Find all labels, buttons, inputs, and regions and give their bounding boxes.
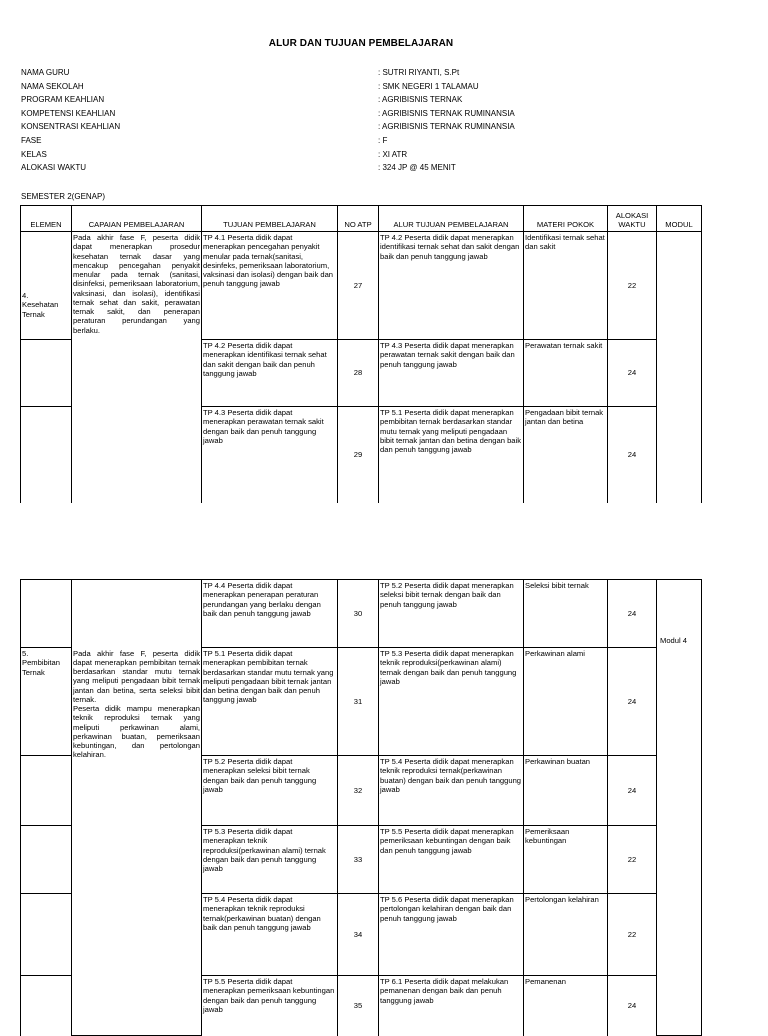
materi-cell: Perkawinan buatan bbox=[524, 756, 608, 826]
info-row-program bbox=[21, 95, 721, 109]
info-label: FASE bbox=[21, 135, 42, 145]
info-value: : AGRIBISNIS TERNAK RUMINANSIA bbox=[378, 108, 515, 118]
materi-cell: Pengadaan bibit ternak jantan dan betina bbox=[524, 407, 608, 503]
info-label: ALOKASI WAKTU bbox=[21, 163, 87, 173]
no-atp-cell: 32 bbox=[338, 756, 379, 826]
elemen-cell bbox=[21, 756, 72, 826]
materi-cell: Pemanenan bbox=[524, 976, 608, 1036]
materi-cell: Perkawinan alami bbox=[524, 648, 608, 756]
modul-cell bbox=[657, 407, 702, 503]
alokasi-cell: 22 bbox=[608, 232, 657, 340]
materi-cell: Perawatan ternak sakit bbox=[524, 340, 608, 407]
info-label: KELAS bbox=[21, 149, 47, 159]
header-alur: ALUR TUJUAN PEMBELAJARAN bbox=[379, 206, 524, 232]
semester-label: SEMESTER 2(GENAP) bbox=[21, 192, 106, 201]
tujuan-cell: TP 5.4 Peserta didik dapat menerapkan teknik reproduksi ternak(perkawinan buatan) dengan baik dan penuh tanggung jawab bbox=[202, 894, 338, 976]
info-row-school bbox=[21, 82, 721, 96]
header-no-atp: NO ATP bbox=[338, 206, 379, 232]
alokasi-cell: 24 bbox=[608, 580, 657, 648]
no-atp-cell: 29 bbox=[338, 407, 379, 503]
header-materi: MATERI POKOK bbox=[524, 206, 608, 232]
info-value: : XI ATR bbox=[378, 149, 408, 159]
alur-cell: TP 5.4 Peserta didik dapat menerapkan teknik reproduksi ternak(perkawinan buatan) dengan baik dan penuh tanggung jawab bbox=[379, 756, 524, 826]
elemen-cell bbox=[21, 976, 72, 1036]
info-value: : SUTRI RIYANTI, S.Pt bbox=[378, 68, 460, 77]
modul-cell bbox=[657, 232, 702, 340]
info-row-class bbox=[21, 150, 721, 164]
materi-cell: Pemeriksaan kebuntingan bbox=[524, 826, 608, 894]
alur-cell: TP 6.1 Peserta didik dapat melakukan pemanenan dengan baik dan penuh tanggung jawab bbox=[379, 976, 524, 1036]
no-atp-cell: 34 bbox=[338, 894, 379, 976]
header-alokasi: ALOKASI WAKTU bbox=[608, 206, 657, 232]
modul-cell: Modul 4 bbox=[657, 580, 702, 1036]
info-label: KONSENTRASI KEAHLIAN bbox=[21, 122, 121, 132]
header-elemen: ELEMEN bbox=[21, 206, 72, 232]
document-title: ALUR DAN TUJUAN PEMBELAJARAN bbox=[268, 38, 454, 49]
header-tujuan: TUJUAN PEMBELAJARAN bbox=[202, 206, 338, 232]
alokasi-cell: 24 bbox=[608, 340, 657, 407]
info-row-phase bbox=[21, 136, 721, 150]
info-label: PROGRAM KEAHLIAN bbox=[21, 95, 105, 105]
info-row-competency bbox=[21, 109, 721, 123]
materi-cell: Identifikasi ternak sehat dan sakit bbox=[524, 232, 608, 340]
elemen-cell bbox=[21, 894, 72, 976]
elemen-cell: 4. Kesehatan Ternak bbox=[21, 232, 72, 340]
alur-cell: TP 4.2 Peserta didik dapat menerapkan identifikasi ternak sehat dan sakit dengan baik dan penuh tanggung jawab bbox=[379, 232, 524, 340]
tujuan-cell: TP 4.1 Peserta didik dapat menerapkan pencegahan penyakit menular pada ternak(sanitasi, desinfeks, pemeriksaan laboratorium, vaksinasi dan isolasi) dengan baik dan penuh tanggung jawab bbox=[202, 232, 338, 340]
materi-cell: Pertolongan kelahiran bbox=[524, 894, 608, 976]
tujuan-cell: TP 4.3 Peserta didik dapat menerapkan perawatan ternak sakit dengan baik dan penuh tanggung jawab bbox=[202, 407, 338, 503]
elemen-cell bbox=[21, 826, 72, 894]
atp-table-semester-2 bbox=[20, 205, 702, 503]
tujuan-cell: TP 5.5 Peserta didik dapat menerapkan pemeriksaan kebuntingan dengan baik dan penuh tanggung jawab bbox=[202, 976, 338, 1036]
tujuan-cell: TP 5.2 Peserta didik dapat menerapkan seleksi bibit ternak dengan baik dan penuh tanggung jawab bbox=[202, 756, 338, 826]
info-row-teacher bbox=[21, 68, 721, 82]
info-label: NAMA GURU bbox=[21, 68, 70, 77]
elemen-cell bbox=[21, 407, 72, 503]
alokasi-cell: 24 bbox=[608, 407, 657, 503]
alokasi-cell: 24 bbox=[608, 756, 657, 826]
elemen-cell: 5. Pembibitan Ternak bbox=[21, 648, 72, 756]
capaian-cell bbox=[72, 580, 202, 648]
alokasi-cell: 22 bbox=[608, 826, 657, 894]
tujuan-cell: TP 4.4 Peserta didik dapat menerapkan penerapan peraturan perundangan yang berlaku dengan baik dan penuh tanggung jawab bbox=[202, 580, 338, 648]
no-atp-cell: 31 bbox=[338, 648, 379, 756]
alur-cell: TP 5.1 Peserta didik dapat menerapkan pembibitan ternak berdasarkan standar mutu ternak yang meliputi pengadaan bibit ternak jantan dan betina dengan baik dan penuh tanggung jawab bbox=[379, 407, 524, 503]
alur-cell: TP 5.2 Peserta didik dapat menerapkan seleksi bibit ternak dengan baik dan penuh tanggung jawab bbox=[379, 580, 524, 648]
no-atp-cell: 28 bbox=[338, 340, 379, 407]
elemen-cell bbox=[21, 580, 72, 648]
header-capaian: CAPAIAN PEMBELAJARAN bbox=[72, 206, 202, 232]
alokasi-cell: 22 bbox=[608, 894, 657, 976]
info-value: : AGRIBISNIS TERNAK RUMINANSIA bbox=[378, 122, 515, 132]
table-row bbox=[21, 232, 702, 340]
capaian-cell: Pada akhir fase F, peserta didik dapat menerapkan pembibitan ternak berdasarkan standar mutu ternak yang meliputi pengadaan bibit ternak jantan dan betina, serta seleksi bibit ternak. Peserta didik mampu menerapkan teknik reproduksi ternak yang meliputi perkawinan alami, perkawinan buatan, pemeriksaan kebuntingan, dan pertolongan kelahiran. bbox=[72, 648, 202, 1036]
info-value: : F bbox=[378, 135, 388, 145]
info-label: KOMPETENSI KEAHLIAN bbox=[21, 108, 116, 118]
capaian-cell: Pada akhir fase F, peserta didik dapat menerapkan prosedur kesehatan ternak dasar yang mencakup pencegahan penyakit menular pada ternak (sanitasi, disinfeksi, pemeriksaan laboratorium, vaksinasi, dan isolasi), identifikasi ternak sehat dan sakit, perawatan ternak sakit, dan penerapan peraturan perundangan yang berlaku. bbox=[72, 232, 202, 503]
no-atp-cell: 30 bbox=[338, 580, 379, 648]
teacher-info bbox=[21, 68, 721, 177]
table-header-row bbox=[21, 206, 702, 232]
alur-cell: TP 5.3 Peserta didik dapat menerapkan teknik reproduksi(perkawinan alami) ternak dengan baik dan penuh tanggung jawab bbox=[379, 648, 524, 756]
table-row bbox=[21, 580, 702, 648]
info-row-time bbox=[21, 163, 721, 177]
table-row bbox=[21, 648, 702, 756]
materi-cell: Seleksi bibit ternak bbox=[524, 580, 608, 648]
tujuan-cell: TP 5.3 Peserta didik dapat menerapkan teknik reproduksi(perkawinan alami) ternak dengan baik dan penuh tanggung jawab bbox=[202, 826, 338, 894]
tujuan-cell: TP 5.1 Peserta didik dapat menerapkan pembibitan ternak berdasarkan standar mutu ternak yang meliputi pengadaan bibit ternak jantan dan betina dengan baik dan penuh tanggung jawab bbox=[202, 648, 338, 756]
info-row-concentration bbox=[21, 122, 721, 136]
no-atp-cell: 33 bbox=[338, 826, 379, 894]
atp-table-continuation bbox=[20, 579, 702, 1036]
alur-cell: TP 5.5 Peserta didik dapat menerapkan pemeriksaan kebuntingan dengan baik dan penuh tanggung jawab bbox=[379, 826, 524, 894]
tujuan-cell: TP 4.2 Peserta didik dapat menerapkan identifikasi ternak sehat dan sakit dengan baik dan penuh tanggung jawab bbox=[202, 340, 338, 407]
info-value: : 324 JP @ 45 MENIT bbox=[378, 163, 456, 173]
alokasi-cell: 24 bbox=[608, 976, 657, 1036]
modul-cell bbox=[657, 340, 702, 407]
no-atp-cell: 27 bbox=[338, 232, 379, 340]
info-value: : SMK NEGERI 1 TALAMAU bbox=[378, 81, 479, 91]
header-modul: MODUL bbox=[657, 206, 702, 232]
alokasi-cell: 24 bbox=[608, 648, 657, 756]
no-atp-cell: 35 bbox=[338, 976, 379, 1036]
alur-cell: TP 4.3 Peserta didik dapat menerapkan perawatan ternak sakit dengan baik dan penuh tanggung jawab bbox=[379, 340, 524, 407]
info-label: NAMA SEKOLAH bbox=[21, 81, 84, 91]
alur-cell: TP 5.6 Peserta didik dapat menerapkan pertolongan kelahiran dengan baik dan penuh tanggung jawab bbox=[379, 894, 524, 976]
elemen-cell bbox=[21, 340, 72, 407]
info-value: : AGRIBISNIS TERNAK bbox=[378, 95, 463, 105]
